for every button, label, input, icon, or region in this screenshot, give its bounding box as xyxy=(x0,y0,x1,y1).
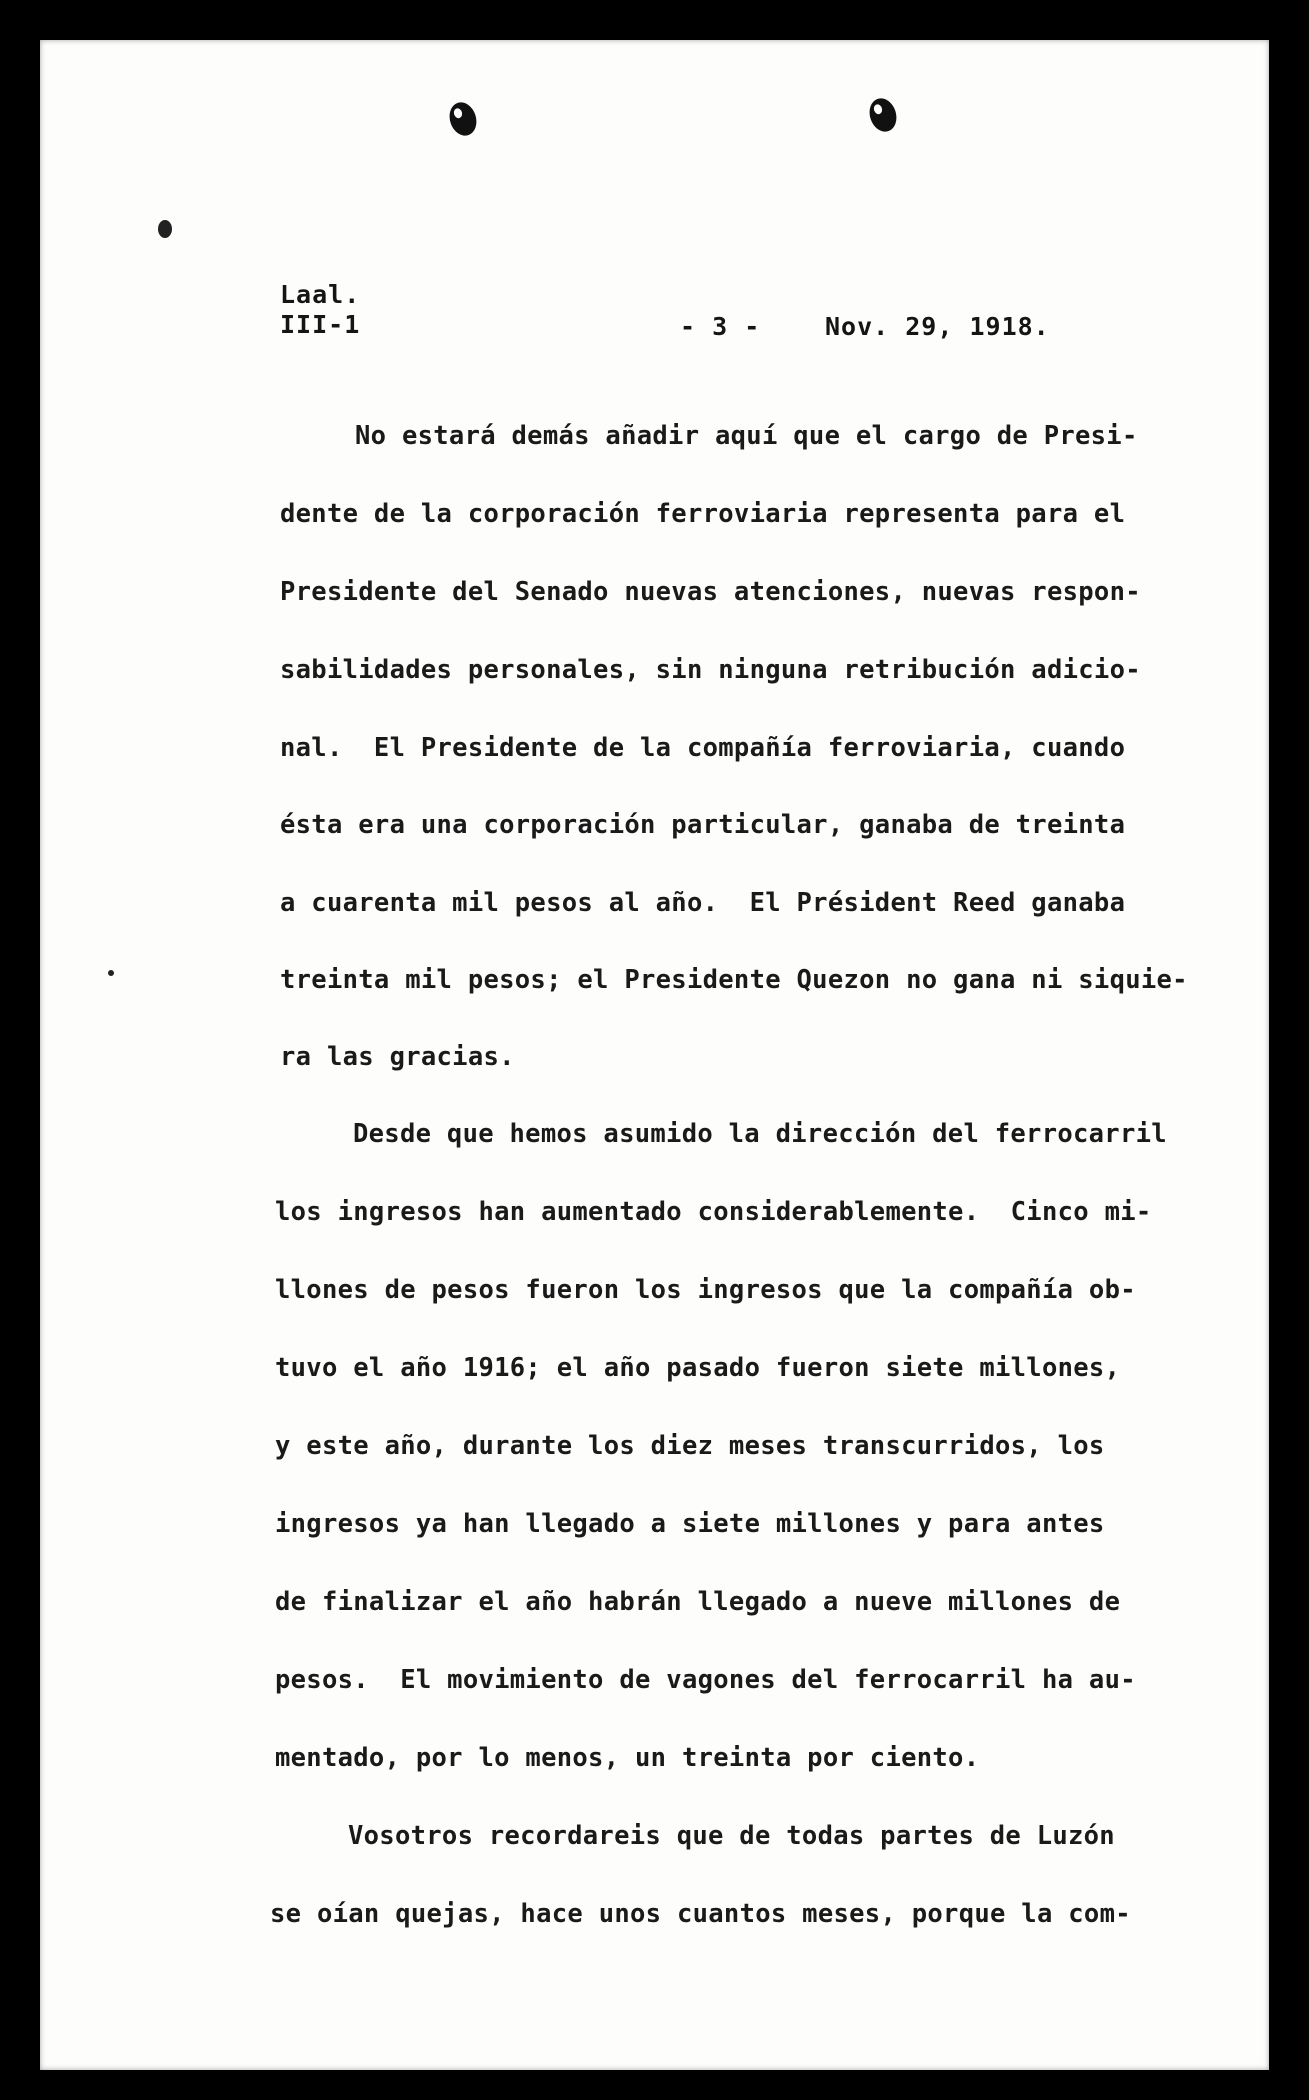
text-line: y este año, durante los diez meses transcurridos, los xyxy=(275,1431,1105,1461)
text-line: pesos. El movimiento de vagones del ferrocarril ha au- xyxy=(275,1665,1136,1695)
text-line: treinta mil pesos; el Presidente Quezon no gana ni siquie- xyxy=(280,965,1188,995)
text-line: sabilidades personales, sin ninguna retribución adicio- xyxy=(280,655,1141,685)
text-line: Vosotros recordareis que de todas partes de Luzón xyxy=(348,1821,1115,1851)
text-line: a cuarenta mil pesos al año. El Président Reed ganaba xyxy=(280,888,1126,918)
text-line: de finalizar el año habrán llegado a nueve millones de xyxy=(275,1587,1121,1617)
document-reference-line-2: III-1 xyxy=(280,310,361,339)
document-date: Nov. 29, 1918. xyxy=(825,312,1050,341)
ink-speck xyxy=(158,220,172,238)
text-line: mentado, por lo menos, un treinta por ciento. xyxy=(275,1743,980,1773)
text-line: se oían quejas, hace unos cuantos meses, porque la com- xyxy=(270,1899,1131,1929)
document-reference-line-1: Laal. xyxy=(280,280,361,309)
text-line: llones de pesos fueron los ingresos que la compañía ob- xyxy=(275,1275,1136,1305)
text-line: tuvo el año 1916; el año pasado fueron siete millones, xyxy=(275,1353,1121,1383)
ink-speck xyxy=(108,970,114,976)
text-line: ra las gracias. xyxy=(280,1042,515,1072)
punch-hole-left xyxy=(445,99,480,139)
text-line: No estará demás añadir aquí que el cargo de Presi- xyxy=(355,421,1138,451)
punch-hole-right xyxy=(865,95,900,135)
document-page xyxy=(40,40,1269,2070)
text-line: dente de la corporación ferroviaria representa para el xyxy=(280,499,1126,529)
page-number: - 3 - xyxy=(680,312,761,341)
text-line: los ingresos han aumentado considerablemente. Cinco mi- xyxy=(275,1197,1152,1227)
text-line: nal. El Presidente de la compañía ferroviaria, cuando xyxy=(280,733,1126,763)
text-line: ésta era una corporación particular, ganaba de treinta xyxy=(280,810,1126,840)
text-line: Desde que hemos asumido la dirección del ferrocarril xyxy=(353,1119,1167,1149)
text-line: ingresos ya han llegado a siete millones y para antes xyxy=(275,1509,1105,1539)
text-line: Presidente del Senado nuevas atenciones, nuevas respon- xyxy=(280,577,1141,607)
